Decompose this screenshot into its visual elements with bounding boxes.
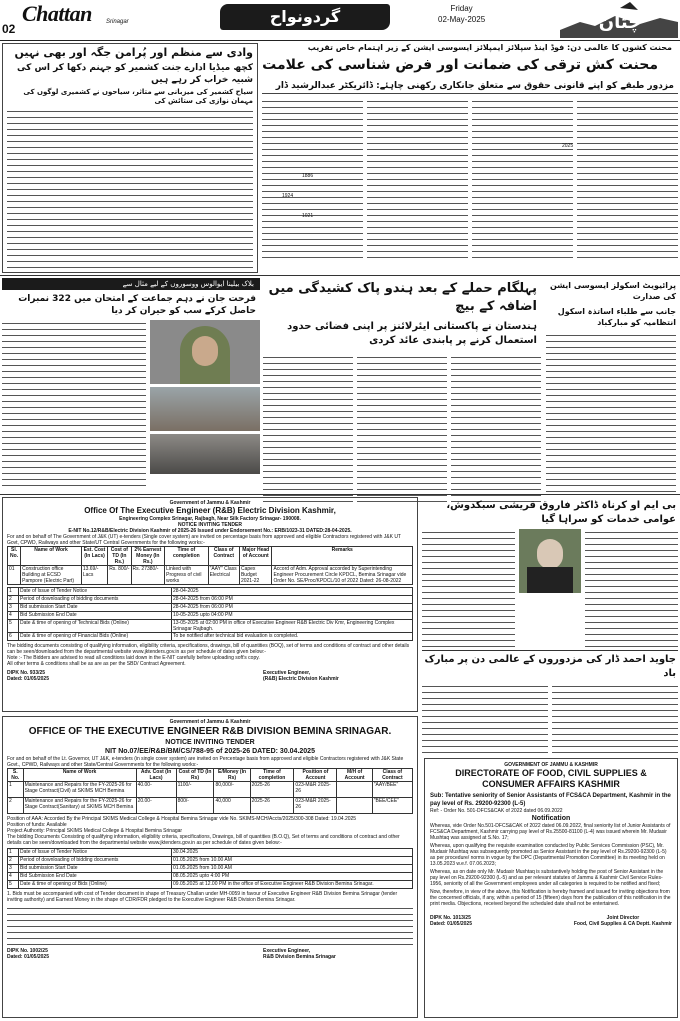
fcs-sign-row — [430, 915, 672, 927]
table-cell: Bid submission Start Date — [19, 604, 172, 612]
doctor-face — [537, 539, 563, 569]
tender-1-notice: NOTICE INVITING TENDER — [178, 522, 242, 528]
column-header: S. No. — [8, 769, 24, 782]
table-cell: Construction office Building at ECSD Pampore (Electric Part) — [21, 566, 82, 585]
column-header: Cost of TD (In Rs.) — [108, 547, 131, 566]
fcs-heading: Notification — [531, 815, 571, 822]
table-cell: Date of Issue of Tender Notice — [19, 849, 172, 857]
left-headline-3: سیاح کشمیر کی میزبانی سے متاثر، سیاحوں نے کشمیری لوگوں کی مہمان نوازی کی ستائش کی — [23, 88, 253, 105]
fcs-para-1: Whereas, vide Order No.501-DFCS&CAK of 2022 dated 06.09.2022, final seniority list of Junior Assistants of FCS&CA Department, Kashmir carrying pay level of Rs.25500-81100 (L-4) was issued wherein Mr. Mudasir Mushtaq was assigned at S.No. 17; — [430, 823, 671, 841]
table-cell: 01 — [8, 566, 21, 585]
labour-body — [262, 98, 678, 258]
tender-1-sign-block — [263, 670, 413, 682]
tender-1-enit: E-NIT No.12/R&B/Electric Division Kashmir of 2025-26 Issued under Endorsement No.: ERB/1023-31 DATED:28-04-2025. — [68, 528, 352, 534]
column-header: Cost of TD (In Rs) — [176, 769, 214, 782]
pahalgam-article — [263, 278, 541, 492]
section-title: گردونواح — [220, 4, 390, 30]
left-headline-2: کچھ میڈیا ادارے جنت کشمیر کو جہنم دکھا کر اس کی شبیہ خراب کر رہے ہیں — [16, 63, 253, 85]
doctor-body — [422, 529, 678, 649]
table-cell: Accord of Adm. Approval accorded by Superintending Engineer Procurement Circle KPDCL, Bemina Srinagar vide Order No. SE/Proc/KPDCL/10 of 2022 Dated: 26-08-2022 — [272, 566, 413, 585]
city-label: Srinagar — [106, 19, 129, 25]
fcs-title-2: CONSUMER AFFAIRS KASHMIR — [482, 779, 620, 789]
labour-year-3: 1021 — [302, 213, 314, 219]
table-cell: Period of downloading of bidding documents — [19, 857, 172, 865]
table-cell: Date & time of opening of Bids (Online) — [19, 881, 172, 889]
tender-2-govt: Government of Jammu & Kashmir — [169, 719, 251, 725]
labour-kicker: محنت کشوں کا عالمی دن: فوڈ اینڈ سپلائز ایمپلائز ایسوسی ایشن کے زیر اہتمام خاص تقریب — [307, 43, 672, 52]
table-cell: 13.69/- Lacs — [81, 566, 107, 585]
table-cell: 5 — [8, 620, 19, 633]
tender-2-dipk-block — [7, 948, 49, 960]
tender-1-footer-1: The bidding documents consisting of qualifying information, eligibility criteria, specifications, drawings, bill of quantities (BOQ), set of terms and conditions of contract and other details can be seen/downloaded from the departmental website www.jktenders.gov.in as per schedule of dates given below:- — [7, 643, 410, 655]
table-cell: 023-M&R 2025-26 — [294, 782, 337, 798]
table-row — [8, 881, 413, 889]
table-cell: 3 — [8, 604, 19, 612]
tender-2-notice: NOTICE INVITING TENDER — [165, 739, 255, 746]
tender-1-work-table — [7, 546, 413, 585]
table-cell: 2 — [8, 857, 19, 865]
tender-2-authority: Project Authority: Principal SKIMS Medical College & Hospital Bemina Srinagar — [7, 828, 183, 834]
table-cell: Maintenance and Repairs for the FY-2025-26 for Stage Contract(Sanitary) at SKIMS MCH Bemina — [23, 798, 136, 814]
table-cell: "BEE/CEE" — [372, 798, 412, 814]
column-header: E/Money (In Rs) — [214, 769, 250, 782]
tender-2-sign-row — [7, 948, 413, 960]
fcs-sign-block — [574, 915, 672, 927]
table-cell: 80,000/- — [214, 782, 250, 798]
page-number: 02 — [2, 22, 16, 36]
tender-2-title: OFFICE OF THE EXECUTIVE ENGINEER R&B DIVISION BEMINA SRINAGAR. — [28, 726, 392, 737]
column-header: Time of completion — [165, 547, 208, 566]
table-row — [8, 633, 413, 641]
school-article — [544, 278, 678, 492]
column-header: Name of Work — [21, 547, 82, 566]
labour-day-headline: جاوید احمد ڈار کی مزدوروں کے عالمی دن پر مبارک باد — [422, 650, 678, 683]
tender-2-docs: The bidding Documents Consisting of qualifying information, eligibility criteria, specifications, Drawings, bill of quantities (B.O.Q), Set of terms and conditions of contract and other details can be seen/downloaded from the departmental website www.jktenders.gov.in as per schedule of dates given below:- — [7, 834, 400, 846]
tender-2-dipk: DIPK No. 1002/25 — [7, 948, 48, 954]
doctor-text-right — [585, 529, 678, 649]
pahalgam-col-2 — [357, 354, 447, 504]
tender-2-footer: 1. Bids must be accompanied with cost of Tender document in shape of Treasury Challan under MH-0059 in favour of Executive Engineer R&B Division Bemina Srinagar (tender inviting authority) and Earnest Money in the shape of CDR/FDR pledged to the Executive Engineer R&B Division Bemina Srinagar. — [7, 891, 398, 903]
table-cell: 5 — [8, 881, 19, 889]
doctor-article — [422, 497, 678, 647]
column-header: Sl. No. — [8, 547, 21, 566]
table-header-row — [8, 769, 413, 782]
table-cell: 2 — [8, 798, 24, 814]
table-cell: Bid Submission End Date — [19, 612, 172, 620]
doctor-body-figure — [527, 567, 573, 593]
fcs-dipk-block — [430, 915, 472, 927]
date-label: 02-May-2025 — [438, 15, 486, 24]
fcs-para-2: Whereas, upon qualifying the requisite examination conducted by Public Services Commission (PSC), Mr. Mudasir Mushtaq was subsequently promoted as Senior Assistant in the pay level of Rs.29200-92300 (L-5) as per procedure/ norms in vogue by the DPC (Departmental Promotion Committee) in its meeting held on 13.05.2023 w.e.f. 07.06.2023; — [430, 843, 667, 867]
school-body — [546, 332, 676, 492]
table-cell: 28-04-2025 from 06:00 PM — [172, 596, 413, 604]
column-header: Class of Contract — [372, 769, 412, 782]
column-header: Position of Account — [294, 769, 337, 782]
table-row — [8, 865, 413, 873]
table-row — [8, 588, 413, 596]
table-cell: 1 — [8, 588, 19, 596]
doctor-text-left — [422, 529, 515, 649]
fcs-signatory: Joint Director — [606, 915, 640, 921]
table-header-row — [8, 547, 413, 566]
table-cell: 01.05.2025 from 10.00 AM — [172, 857, 413, 865]
fcs-subject: Sub: Tentative seniority of Senior Assistants of FCS&CA Department, Kashmir in the pay level of Rs. 29200-92300 (L-5) — [430, 793, 671, 807]
table-row — [8, 873, 413, 881]
column-header: Time of completion — [250, 769, 294, 782]
tender-1-signatory-2: (R&B) Electric Division Kashmir — [263, 676, 339, 682]
table-cell: Maintenance and Repairs for the FY-2025-26 for Stage Contract(Civil) at SKIMS MCH Bemina — [23, 782, 136, 798]
table-cell: 2 — [8, 596, 19, 604]
table-cell: Linked with Progress of civil works — [165, 566, 208, 585]
fcs-signatory-2: Food, Civil Supplies & CA Deptt. Kashmir — [573, 921, 672, 927]
tender-2-intro: For and on behalf of the Lt. Governor, UT J&K, e-tenders (in single cover system) are invited on Percentage basis from approved and eligible Contractors registered with J&K State Govt., CPWD, Railways and other State/Central Governments for the following works:- — [7, 756, 404, 768]
doctor-photo — [519, 529, 581, 593]
table-cell: 4 — [8, 612, 19, 620]
masthead — [0, 0, 680, 40]
column-header: 2% Earnest Money (In Rs.) — [131, 547, 165, 566]
fcs-govt: GOVERNMENT OF JAMMU & KASHMIR — [504, 762, 598, 768]
left-headline-1: وادی سے منظم اور پُرامن جگہ اور بھی نہیں — [14, 46, 253, 59]
table-cell: 40,000 — [214, 798, 250, 814]
table-cell — [337, 782, 372, 798]
table-cell: 3 — [8, 865, 19, 873]
table-cell: 28-04-2025 — [172, 588, 413, 596]
table-cell: 1 — [8, 782, 24, 798]
girls-photos — [150, 320, 260, 490]
divider-2 — [0, 494, 680, 495]
table-cell: Bid submission Start Date — [19, 865, 172, 873]
table-cell: Rs. 27380/- — [131, 566, 165, 585]
table-cell: Period of downloading of bidding documents — [19, 596, 172, 604]
table-cell: 20.00- — [136, 798, 176, 814]
table-cell: 40.00- — [136, 782, 176, 798]
table-cell: 2025-26 — [250, 782, 294, 798]
tender-1-schedule-table — [7, 587, 413, 641]
table-cell — [337, 798, 372, 814]
column-header: Adv. Cost (In Lacs) — [136, 769, 176, 782]
tender-2-work-table — [7, 768, 413, 814]
table-cell: 800/- — [176, 798, 214, 814]
tender-2-signatory: Executive Engineer, — [263, 948, 311, 954]
fcs-title-1: DIRECTORATE OF FOOD, CIVIL SUPPLIES & — [455, 768, 647, 778]
labour-subhead: مزدور طبقے کو اپنے قانونی حقوق سے متعلق جانکاری رکھنی چاہئے: ڈائریکٹر عبدالرشید ڈار — [262, 75, 678, 94]
girls-article — [2, 278, 260, 492]
fcs-notice — [424, 758, 678, 1018]
column-header: Est. Cost (In Lacs) — [81, 547, 107, 566]
fcs-dipk: DIPK No. 1013/25 — [430, 915, 471, 921]
tender-2-schedule-table — [7, 848, 413, 889]
table-cell: Bid Submission End Date — [19, 873, 172, 881]
table-cell: 1100/- — [176, 782, 214, 798]
tender-2-position: Position of AAA: Accorded By the Principal SKIMS Medical College & Hospital Bemina Srinagar vide No. SKIMS-MCH/Accts/2025/300-308 Dated: 19.04.2025 — [7, 816, 357, 822]
school-headline: جانب سے طلباء اساتذہ اسکول انتظامیہ کو مبارکباد — [557, 307, 676, 327]
girls-headline: فرحت جان نے دہم جماعت کے امتحان میں 322 نمبرات حاصل کرکے سب کو حیران کر دیا — [18, 294, 256, 316]
table-cell: Rs. 800/- — [108, 566, 131, 585]
labour-year-1: 1886 — [302, 173, 314, 179]
pahalgam-subhead: ہندستان نے پاکستانی ایئرلائنز پر اپنی فضائی حدود استعمال کرنے پر پابندی عائد کردی — [287, 321, 537, 346]
tender-2-conditions — [7, 905, 413, 945]
tender-1-address: Engineering Complex Srinagar, Rajbagh, Near Silk Factory Srinagar- 190008. — [119, 516, 301, 522]
table-row — [8, 620, 413, 633]
girls-text-col — [2, 320, 146, 490]
pahalgam-col-1 — [263, 354, 353, 504]
labour-col-3 — [472, 98, 573, 258]
labour-day-col-1 — [422, 683, 548, 753]
date-block — [438, 3, 485, 25]
tender-1-signatory: Executive Engineer, — [263, 670, 311, 676]
table-row — [8, 782, 413, 798]
table-cell: 09.05.2025 at 12.00 PM in the office of Executive Engineer R&B Division Bemina Srinagar. — [172, 881, 413, 889]
labour-day-col-2 — [552, 683, 678, 753]
table-cell: 08.05.2025 upto 4:00 PM — [172, 873, 413, 881]
labour-day-article — [422, 650, 678, 755]
table-row — [8, 857, 413, 865]
labour-col-2 — [367, 98, 468, 258]
pahalgam-col-3 — [451, 354, 541, 504]
tender-1-dated: Dated: 01/05/2025 — [7, 676, 49, 682]
tender-1-sign-row — [7, 670, 413, 682]
pahalgam-headline: پہلگام حملے کے بعد ہندو پاک کشیدگی میں اضافہ کے بیچ — [268, 281, 537, 314]
girls-body — [2, 320, 260, 490]
column-header: Name of Work — [23, 769, 136, 782]
table-cell: 01.05.2025 from 10.00 AM — [172, 865, 413, 873]
labour-article — [262, 43, 678, 273]
table-cell: 023-M&R 2025-26 — [294, 798, 337, 814]
column-header: Remarks — [272, 547, 413, 566]
tender-2-dated: Dated: 01/05/2025 — [7, 954, 49, 960]
tender-2 — [2, 716, 418, 1018]
left-article — [2, 43, 258, 273]
table-cell: To be notified after technical bid evaluation is completed. — [172, 633, 413, 641]
labour-year-4: 2025 — [562, 143, 574, 149]
tender-1 — [2, 497, 418, 712]
table-row — [8, 612, 413, 620]
header-rule — [0, 40, 680, 41]
labour-headline: محنت کش ترقی کی ضمانت اور فرض شناسی کی علامت — [262, 57, 658, 73]
table-cell: 2025-26 — [250, 798, 294, 814]
fcs-ref: Ref: - Order No. 501-DFCS&CAK of 2022 dated 06.09.2022 — [430, 808, 563, 814]
table-cell: Date of Issue of Tender Notice — [19, 588, 172, 596]
table-row — [8, 798, 413, 814]
table-cell: Capex Budget 2021-22 — [239, 566, 272, 585]
table-cell: 1 — [8, 849, 19, 857]
fcs-para-4: Now, therefore, in view of the above, this Notification is hereby framed and issued for inviting objections from the concerned officials, if any, within a period of 15 (fifteen) days from the publication of this notification in the print media. Objections, received beyond the scheduled date shall not be entertained. — [430, 889, 671, 907]
table-row — [8, 604, 413, 612]
paper-name: Chattan — [22, 1, 92, 26]
table-cell: 13-05-2025 at 02:00 PM in office of Executive Engineer R&B Electric Div Kmr, Engineering Complex Srinagar Rajbagh. — [172, 620, 413, 633]
tender-2-sign-block — [263, 948, 413, 960]
masthead-logo — [560, 0, 678, 38]
column-header: Major Head of Account — [239, 547, 272, 566]
left-body-text — [7, 108, 253, 268]
tender-2-nit: NIT No.07/EE/R&B/BM/CS/788-95 of 2025-26 DATED: 30.04.2025 — [105, 748, 315, 755]
table-cell: 6 — [8, 633, 19, 641]
table-row — [8, 566, 413, 585]
school-kicker: پرائیویٹ اسکولز ایسوسی ایشن کی صدارت — [549, 281, 676, 301]
table-cell: 10-05-2025 upto 04:00 PM — [172, 612, 413, 620]
girls-kicker: بلاک بیلینا ایوالوس ووسوروں کے لیے مثال سے — [2, 278, 260, 290]
table-cell: Date & time of opening of Financial Bids (Online) — [19, 633, 172, 641]
tender-1-title: Office Of The Executive Engineer (R&B) Electric Division Kashmir, — [84, 506, 336, 515]
tender-1-intro: For and on behalf of The Government of J&K (UT) e-tenders (Single cover system) are invited on percentage basis from approved and eligible Contractors registered with J&K UT Govt, CPWD, Railways and other State/UT Central Governments for the following works:- — [7, 534, 401, 546]
tender-1-dipk-block — [7, 670, 49, 682]
table-cell: 30.04.2025 — [172, 849, 413, 857]
student-face — [192, 336, 218, 366]
column-header: M/H of Account — [337, 769, 372, 782]
day-label: Friday — [450, 4, 473, 13]
labour-day-body — [422, 683, 678, 753]
table-row — [8, 596, 413, 604]
logo-text: چٹان — [598, 12, 642, 33]
pahalgam-body — [263, 354, 541, 504]
table-cell: "AAY/BEE" — [372, 782, 412, 798]
table-cell: 28-04-2025 from 06:00 PM — [172, 604, 413, 612]
labour-col-4 — [577, 98, 678, 258]
student-photo — [150, 320, 260, 384]
tender-1-dipk: DIPK No. 933/25 — [7, 670, 46, 676]
group-photo-1 — [150, 387, 260, 431]
table-cell: "AAY" Class Electrical — [208, 566, 239, 585]
doctor-headline: بی ایم او کرناہ ڈاکٹر فاروق قریشی سبکدوش، عوامی خدمات کو سراہا گیا — [446, 500, 676, 525]
tender-1-footer-2: Note :- The Bidders are advised to read all conditions laid down in the E-NIT carefully before uploading soft's copy. — [7, 655, 260, 661]
tender-1-govt: Government of Jammu & Kashmir — [169, 500, 251, 506]
tender-2-signatory-2: R&B Division Bemina Srinagar — [263, 954, 336, 960]
labour-year-2: 1924 — [282, 193, 294, 199]
fcs-dated: Dated: 01/05/2025 — [430, 921, 472, 927]
group-photo-2 — [150, 434, 260, 474]
table-cell: Date & time of opening of Technical Bids (Online) — [19, 620, 172, 633]
tender-1-footer-3: All other terms & conditions shall be as are as per the SBD/ Contract Agreement. — [7, 661, 186, 667]
fcs-para-3: Whereas, as on date only Mr. Mudasir Mushtaq is substantively holding the post of Senior Assistant in the pay level on Rs.29200-92300 (L-5) and as per relevant statutes of Jammu & Kashmir Civil Service Rules-1956, seniority of all the Government employees under all categories is required to be notified and fixed; — [430, 869, 664, 887]
column-header: Class of Contract — [208, 547, 239, 566]
tender-2-funds: Position of funds: Available — [7, 822, 67, 828]
table-row — [8, 849, 413, 857]
table-cell: 4 — [8, 873, 19, 881]
divider-1 — [0, 275, 680, 276]
